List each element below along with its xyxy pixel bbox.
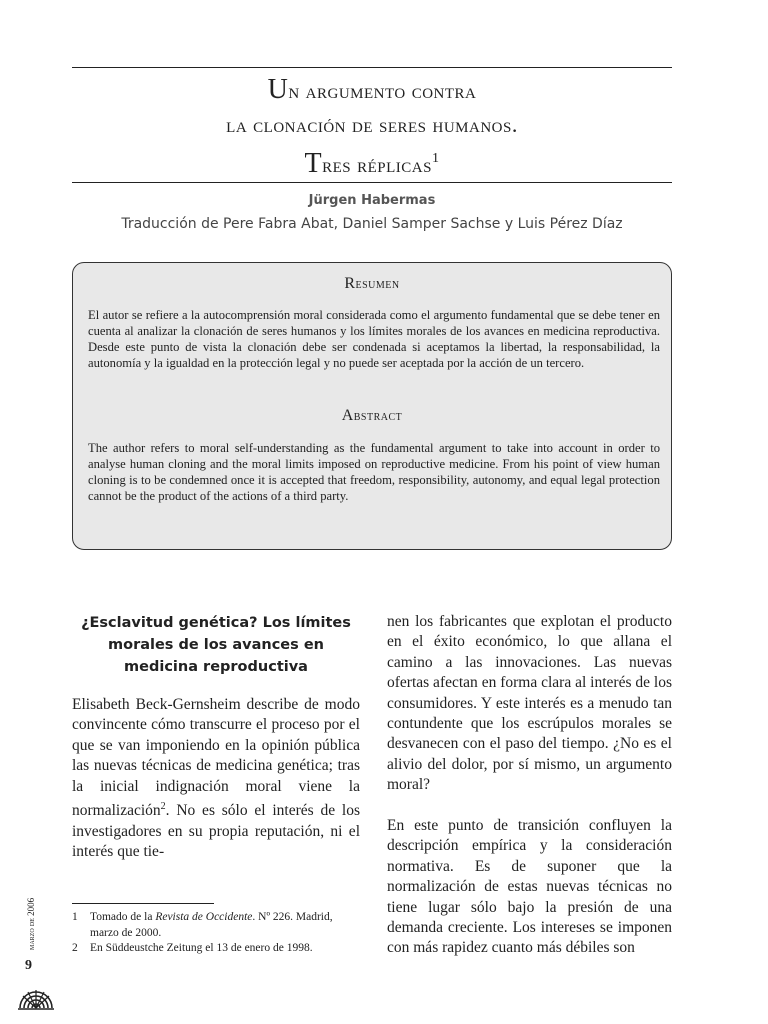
title-line-3-text: res réplicas — [322, 152, 432, 177]
footnote-2-text: En Süddeustche Zeitung el 13 de enero de 1998. — [90, 942, 313, 954]
abstract-heading — [73, 407, 671, 425]
abstract-text: The author refers to moral self-understanding as the fundamental argument to take into account in order to analyse human cloning and the moral limits imposed on reproductive medicine. From his point of view human cloning is to be condemned once it is accepted that freedom, responsibility, autonomy, and equal legal protection cannot be the product of the actions of a third party. — [88, 441, 660, 503]
resumen-text: El autor se refiere a la autocomprensión moral considerada como el argumento fundamental que se debe tener en cuenta al analizar la clonación de seres humanos y los límites morales de los avances en medicina reproductiva. Desde este punto de vista la clonación debe ser condenada si aceptamos la libertad, la responsabilidad, la autonomía y la igualdad en la protección legal y no puede ser aceptada por la acción de un tercero. — [88, 308, 660, 370]
footnote-1-journal: Revista de Occidente — [155, 911, 253, 923]
page-number: 9 — [25, 958, 32, 973]
sidebar-date-text: marzo de 2006 — [26, 897, 36, 950]
title-line-1-text: n argumento contra — [288, 78, 477, 103]
footnote-2 — [72, 941, 362, 957]
author-name: Jürgen Habermas — [308, 193, 436, 208]
footnote-1-number: 1 — [72, 911, 78, 923]
footnote-1-text: Tomado de la — [90, 911, 156, 923]
footnotes — [72, 910, 362, 957]
abstract-box — [72, 262, 672, 550]
resumen-heading-initial: R — [344, 275, 356, 292]
body-footnote-ref-2[interactable]: 2 — [160, 801, 166, 813]
title-line-3 — [72, 148, 672, 180]
journal-logo-icon — [16, 972, 56, 1012]
abstract-heading-text: bstract — [353, 409, 403, 424]
translation-credit: Traducción de Pere Fabra Abat, Daniel Samper Sachse y Luis Pérez Díaz — [121, 216, 623, 232]
title-line-3-initial: T — [304, 148, 323, 179]
body-right-paragraph-1: nen los fabricantes que explotan el producto en el éxito económico, lo que allana el camino a las innovaciones. Las nuevas ofertas afectan en forma clara al interés de los consumidores. Y este interés es a menudo tan contundente que los escrúpulos morales se desvanecen con el paso del tiempo. ¿No es el alivio del dolor, por sí mismo, un argumento moral? — [387, 613, 672, 794]
footnote-rule — [72, 903, 214, 904]
footnote-2-number: 2 — [72, 942, 78, 954]
abstract-heading-initial: A — [341, 407, 354, 424]
sidebar-date — [22, 870, 46, 950]
body-left-text-after: . No es sólo el interés de los investigadores en su propia reputación, ni el interés que tie- — [72, 802, 360, 860]
resumen-heading-text: esumen — [355, 277, 400, 292]
body-right-paragraph-2: En este punto de transición confluyen la descripción empírica y la consideración normativa. Es de suponer que la normalización de estas nuevas técnicas no tiene lugar sólo bajo la presión de una demanda creciente. Los intereses se imponen con más rapidez cuanto más débiles son — [387, 817, 672, 957]
body-left-text-before: Elisabeth Beck-Gernsheim describe de modo convincente cómo transcurre el proceso por el que se van imponiendo en la opinión pública las nuevas técnicas de medicina genética; tras la inicial indignación moral viene la normalización — [72, 696, 360, 820]
title-bottom-rule — [72, 182, 672, 183]
top-rule — [72, 67, 672, 68]
title-line-1-initial: U — [267, 74, 289, 105]
section-title: ¿Esclavitud genética? Los límites morales de los avances en medicina reproductiva — [81, 615, 351, 675]
title-footnote-ref[interactable]: 1 — [431, 151, 440, 166]
title-line-1 — [72, 74, 672, 106]
footnote-1-text-after: . Nº 226. Madrid, — [252, 911, 333, 923]
footnote-1-line-2: marzo de 2000. — [90, 926, 162, 939]
resumen-heading — [73, 275, 671, 293]
title-line-2: la clonación de seres humanos. — [226, 112, 518, 137]
body-left-column — [72, 695, 360, 862]
footnote-1 — [72, 910, 362, 926]
